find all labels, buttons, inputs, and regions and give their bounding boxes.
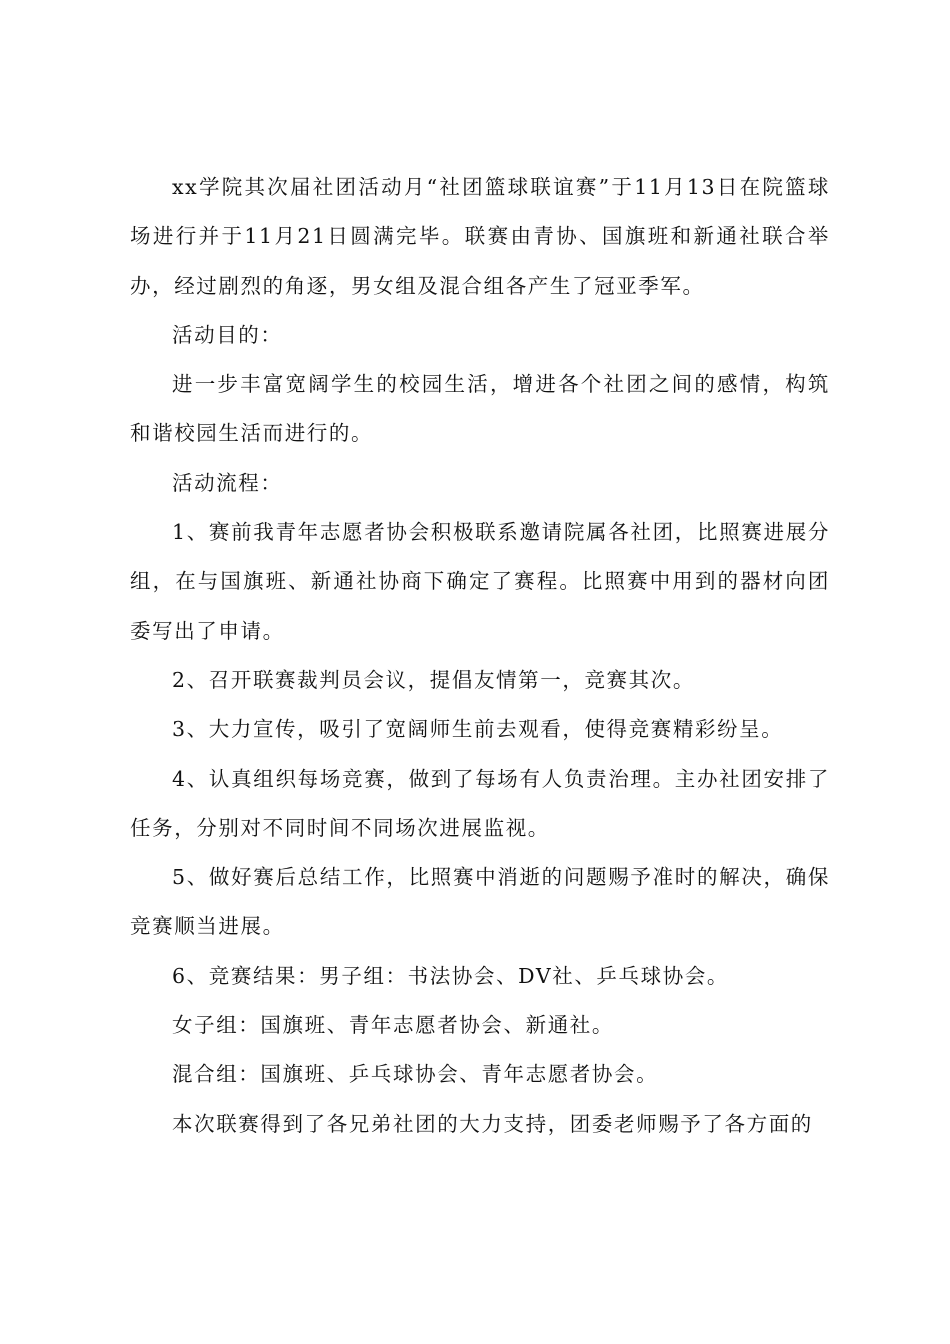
section-heading-purpose: 活动目的：: [172, 322, 283, 347]
intro-paragraph: xx学院其次届社团活动月“社团篮球联谊赛”于11月13日在院篮球场进行并于11月21日圆满完毕。联赛由青协、国旗班和新通社联合举办，经过剧烈的角逐，男女组及混合组各产生了冠亚季军。: [130, 175, 830, 298]
process-item-6-results: 6、竞赛结果：男子组：书法协会、DV社、乒乓球协会。: [172, 963, 730, 988]
results-mixed-group: 混合组：国旗班、乒乓球协会、青年志愿者协会。: [172, 1062, 659, 1087]
process-item-3: 3、大力宣传，吸引了宽阔师生前去观看，使得竞赛精彩纷呈。: [172, 717, 784, 742]
purpose-paragraph: 进一步丰富宽阔学生的校园生活，增进各个社团之间的感情，构筑和谐校园生活而进行的。: [130, 372, 830, 446]
process-item-4: 4、认真组织每场竞赛，做到了每场有人负责治理。主办社团安排了任务，分别对不同时间不同场次进展监视。: [130, 766, 830, 840]
process-item-1: 1、赛前我青年志愿者协会积极联系邀请院属各社团，比照赛进展分组，在与国旗班、新通社协商下确定了赛程。比照赛中用到的器材向团委写出了申请。: [130, 520, 830, 643]
process-item-2: 2、召开联赛裁判员会议，提倡友情第一，竞赛其次。: [172, 667, 695, 692]
document-body: [130, 163, 830, 1149]
closing-paragraph: 本次联赛得到了各兄弟社团的大力支持，团委老师赐予了各方面的: [172, 1111, 813, 1136]
process-item-5: 5、做好赛后总结工作，比照赛中消逝的问题赐予准时的解决，确保竞赛顺当进展。: [130, 865, 830, 939]
results-womens-group: 女子组：国旗班、青年志愿者协会、新通社。: [172, 1013, 614, 1038]
section-heading-process: 活动流程：: [172, 470, 283, 495]
